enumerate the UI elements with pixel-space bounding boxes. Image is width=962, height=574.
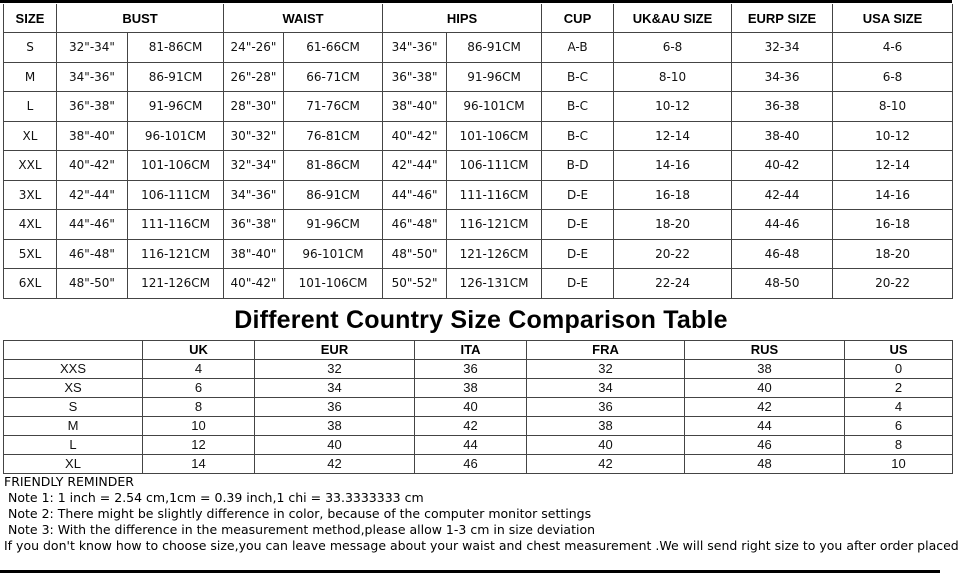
cell-ukau-size: 16-18 [614,180,732,210]
cell-bust-in: 34"-36" [57,62,128,92]
cell-hips-cm: 101-106CM [447,121,542,151]
cell-bust-cm: 96-101CM [128,121,224,151]
comparison-size-label: XS [4,379,143,398]
comparison-header-cell: US [845,341,953,360]
cell-hips-in: 42"-44" [383,151,447,181]
comparison-value: 42 [685,398,845,417]
cell-ukau-size: 18-20 [614,210,732,240]
comparison-value: 6 [845,417,953,436]
comparison-header-cell: UK [143,341,255,360]
comparison-header-cell: ITA [415,341,527,360]
cell-waist-cm: 86-91CM [284,180,383,210]
top-border-line [0,0,952,3]
cell-usa-size: 6-8 [833,62,953,92]
cell-size: 4XL [4,210,57,240]
comparison-value: 6 [143,379,255,398]
cell-bust-cm: 121-126CM [128,269,224,299]
cell-eurp-size: 34-36 [732,62,833,92]
size-chart-table [3,4,953,299]
comparison-value: 46 [415,455,527,474]
cell-waist-in: 26"-28" [224,62,284,92]
footer-message: If you don't know how to choose size,you can leave message about your waist and chest measurement .We will send right size to you after order placed [4,538,959,553]
comparison-value: 0 [845,360,953,379]
cell-bust-in: 46"-48" [57,239,128,269]
cell-eurp-size: 44-46 [732,210,833,240]
cell-usa-size: 16-18 [833,210,953,240]
cell-waist-cm: 71-76CM [284,92,383,122]
comparison-header-row [4,341,953,360]
header-usa-size: USA SIZE [833,4,953,33]
comparison-value: 4 [845,398,953,417]
comparison-row [4,417,953,436]
cell-eurp-size: 36-38 [732,92,833,122]
cell-eurp-size: 46-48 [732,239,833,269]
cell-cup: D-E [542,239,614,269]
size-chart-row [4,92,953,122]
comparison-row [4,398,953,417]
comparison-value: 36 [527,398,685,417]
cell-hips-cm: 96-101CM [447,92,542,122]
note-2: Note 2: There might be slightly difference in color, because of the computer monitor settings [8,506,592,521]
cell-waist-cm: 61-66CM [284,33,383,63]
cell-ukau-size: 20-22 [614,239,732,269]
comparison-value: 32 [255,360,415,379]
cell-hips-in: 40"-42" [383,121,447,151]
cell-ukau-size: 8-10 [614,62,732,92]
cell-waist-cm: 101-106CM [284,269,383,299]
friendly-reminder-notes [4,474,962,554]
cell-hips-cm: 116-121CM [447,210,542,240]
cell-size: 6XL [4,269,57,299]
cell-waist-cm: 76-81CM [284,121,383,151]
cell-hips-cm: 126-131CM [447,269,542,299]
header-size: SIZE [4,4,57,33]
cell-size: S [4,33,57,63]
cell-size: 5XL [4,239,57,269]
comparison-value: 38 [685,360,845,379]
comparison-value: 4 [143,360,255,379]
cell-eurp-size: 42-44 [732,180,833,210]
comparison-value: 10 [845,455,953,474]
comparison-header-cell: RUS [685,341,845,360]
cell-waist-in: 32"-34" [224,151,284,181]
cell-bust-in: 44"-46" [57,210,128,240]
cell-size: XXL [4,151,57,181]
size-chart-row [4,151,953,181]
cell-usa-size: 12-14 [833,151,953,181]
cell-hips-cm: 91-96CM [447,62,542,92]
cell-eurp-size: 38-40 [732,121,833,151]
cell-eurp-size: 32-34 [732,33,833,63]
comparison-value: 32 [527,360,685,379]
cell-usa-size: 14-16 [833,180,953,210]
header-cup: CUP [542,4,614,33]
comparison-value: 42 [527,455,685,474]
comparison-value: 42 [255,455,415,474]
cell-waist-in: 38"-40" [224,239,284,269]
comparison-size-label: XXS [4,360,143,379]
comparison-value: 36 [415,360,527,379]
cell-cup: A-B [542,33,614,63]
cell-ukau-size: 22-24 [614,269,732,299]
comparison-value: 34 [527,379,685,398]
reminder-heading: FRIENDLY REMINDER [4,474,134,489]
size-chart-row [4,62,953,92]
comparison-value: 10 [143,417,255,436]
cell-ukau-size: 10-12 [614,92,732,122]
header-ukau-size: UK&AU SIZE [614,4,732,33]
cell-bust-in: 38"-40" [57,121,128,151]
comparison-value: 40 [255,436,415,455]
comparison-value: 40 [415,398,527,417]
cell-hips-cm: 106-111CM [447,151,542,181]
comparison-value: 44 [685,417,845,436]
cell-hips-in: 50"-52" [383,269,447,299]
cell-ukau-size: 12-14 [614,121,732,151]
cell-eurp-size: 40-42 [732,151,833,181]
size-chart-body [4,33,953,299]
comparison-value: 8 [845,436,953,455]
comparison-value: 48 [685,455,845,474]
cell-cup: D-E [542,210,614,240]
cell-eurp-size: 48-50 [732,269,833,299]
comparison-size-label: XL [4,455,143,474]
bottom-border-line [0,570,940,573]
cell-cup: B-C [542,62,614,92]
comparison-value: 38 [255,417,415,436]
header-eurp-size: EURP SIZE [732,4,833,33]
size-chart-row [4,180,953,210]
cell-size: M [4,62,57,92]
comparison-row [4,455,953,474]
cell-ukau-size: 14-16 [614,151,732,181]
comparison-value: 2 [845,379,953,398]
cell-bust-in: 48"-50" [57,269,128,299]
cell-waist-cm: 66-71CM [284,62,383,92]
cell-hips-in: 48"-50" [383,239,447,269]
header-waist: WAIST [224,4,383,33]
cell-bust-cm: 81-86CM [128,33,224,63]
cell-bust-cm: 116-121CM [128,239,224,269]
cell-size: L [4,92,57,122]
comparison-value: 14 [143,455,255,474]
cell-cup: D-E [542,180,614,210]
cell-size: 3XL [4,180,57,210]
cell-waist-in: 28"-30" [224,92,284,122]
cell-usa-size: 18-20 [833,239,953,269]
comparison-value: 34 [255,379,415,398]
comparison-value: 38 [527,417,685,436]
comparison-row [4,436,953,455]
cell-bust-in: 32"-34" [57,33,128,63]
comparison-value: 44 [415,436,527,455]
comparison-header-cell: FRA [527,341,685,360]
cell-hips-cm: 121-126CM [447,239,542,269]
size-chart-row [4,239,953,269]
cell-usa-size: 20-22 [833,269,953,299]
cell-bust-in: 42"-44" [57,180,128,210]
cell-usa-size: 4-6 [833,33,953,63]
comparison-header-cell: EUR [255,341,415,360]
cell-size: XL [4,121,57,151]
comparison-value: 46 [685,436,845,455]
cell-hips-in: 38"-40" [383,92,447,122]
comparison-value: 42 [415,417,527,436]
note-1: Note 1: 1 inch = 2.54 cm,1cm = 0.39 inch,1 chi = 33.3333333 cm [8,490,424,505]
cell-bust-in: 40"-42" [57,151,128,181]
cell-usa-size: 8-10 [833,92,953,122]
size-chart-row [4,33,953,63]
cell-bust-cm: 111-116CM [128,210,224,240]
header-bust: BUST [57,4,224,33]
comparison-value: 40 [685,379,845,398]
comparison-value: 40 [527,436,685,455]
comparison-header-blank [4,341,143,360]
cell-waist-cm: 96-101CM [284,239,383,269]
cell-waist-in: 40"-42" [224,269,284,299]
cell-hips-in: 44"-46" [383,180,447,210]
cell-bust-cm: 86-91CM [128,62,224,92]
cell-cup: B-C [542,92,614,122]
comparison-value: 12 [143,436,255,455]
comparison-table-title: Different Country Size Comparison Table [234,306,728,334]
cell-ukau-size: 6-8 [614,33,732,63]
cell-hips-in: 46"-48" [383,210,447,240]
comparison-size-label: S [4,398,143,417]
cell-bust-in: 36"-38" [57,92,128,122]
cell-cup: D-E [542,269,614,299]
size-chart-row [4,210,953,240]
cell-cup: B-D [542,151,614,181]
size-chart-header-row [4,4,953,33]
cell-bust-cm: 106-111CM [128,180,224,210]
size-chart-row [4,121,953,151]
cell-waist-cm: 81-86CM [284,151,383,181]
comparison-value: 36 [255,398,415,417]
size-chart-row [4,269,953,299]
comparison-size-label: M [4,417,143,436]
cell-waist-cm: 91-96CM [284,210,383,240]
cell-hips-cm: 111-116CM [447,180,542,210]
header-hips: HIPS [383,4,542,33]
cell-hips-in: 36"-38" [383,62,447,92]
cell-usa-size: 10-12 [833,121,953,151]
comparison-row [4,360,953,379]
cell-cup: B-C [542,121,614,151]
cell-hips-in: 34"-36" [383,33,447,63]
note-3: Note 3: With the difference in the measurement method,please allow 1-3 cm in size deviation [8,522,596,537]
cell-waist-in: 24"-26" [224,33,284,63]
cell-waist-in: 34"-36" [224,180,284,210]
cell-bust-cm: 101-106CM [128,151,224,181]
comparison-value: 8 [143,398,255,417]
comparison-value: 38 [415,379,527,398]
cell-waist-in: 36"-38" [224,210,284,240]
country-size-comparison-table [3,340,953,474]
cell-waist-in: 30"-32" [224,121,284,151]
comparison-size-label: L [4,436,143,455]
cell-bust-cm: 91-96CM [128,92,224,122]
cell-hips-cm: 86-91CM [447,33,542,63]
comparison-row [4,379,953,398]
comparison-body [4,360,953,474]
